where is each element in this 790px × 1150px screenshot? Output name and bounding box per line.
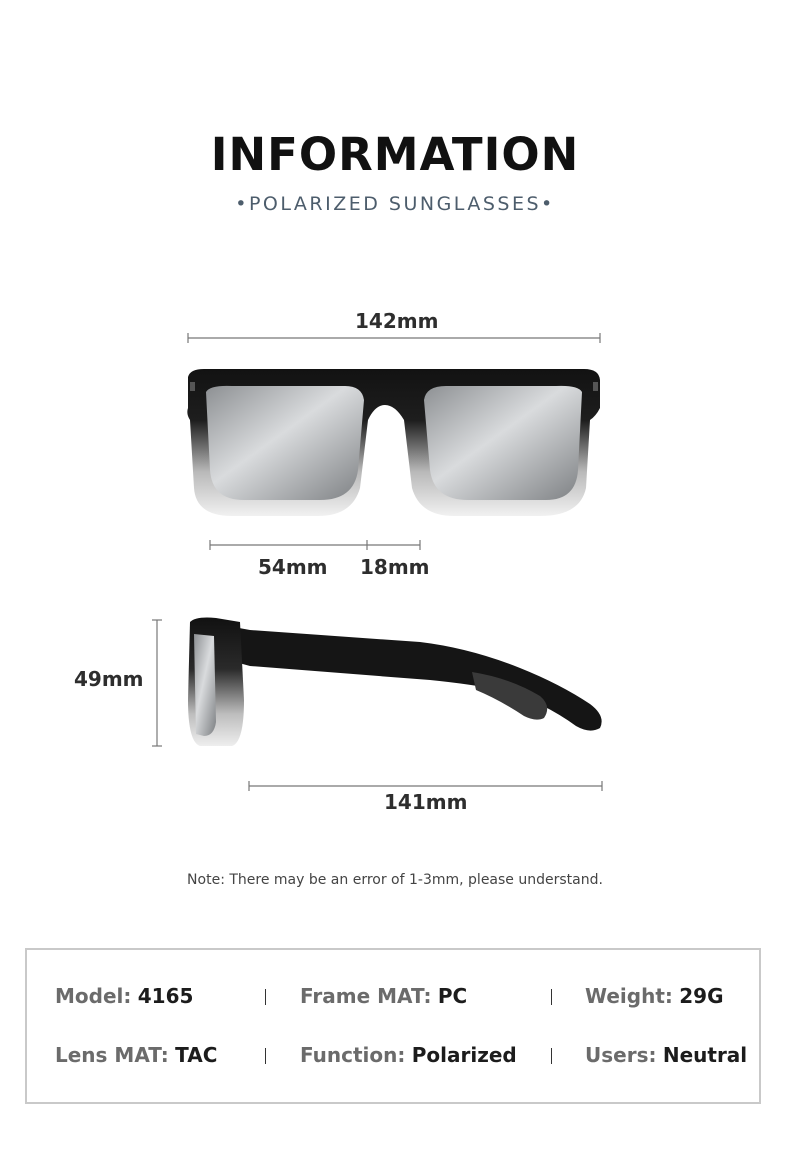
total-width-label: 142mm <box>355 309 439 333</box>
lens-height-dimension-line <box>152 620 162 746</box>
right-lens <box>424 386 582 500</box>
spec-users <box>585 1043 747 1067</box>
spec-model-value: 4165 <box>137 984 194 1008</box>
page-title: INFORMATION <box>210 128 580 181</box>
bridge-width-label: 18mm <box>360 555 430 579</box>
tolerance-note: Note: There may be an error of 1-3mm, please understand. <box>187 872 603 888</box>
spec-weight-value: 29G <box>679 984 724 1008</box>
spec-frame-mat-label: Frame MAT: <box>300 984 432 1008</box>
side-view-sunglasses <box>188 618 602 747</box>
spec-frame-mat <box>300 984 467 1008</box>
spec-divider <box>551 989 552 1005</box>
spec-frame-mat-value: PC <box>437 984 468 1008</box>
temple-length-label: 141mm <box>384 790 468 814</box>
page-subtitle: •POLARIZED SUNGLASSES• <box>235 193 555 215</box>
lens-bridge-dimension-lines <box>210 540 420 550</box>
spec-weight-label: Weight: <box>585 984 673 1008</box>
spec-divider <box>551 1048 552 1064</box>
spec-box <box>25 948 761 1104</box>
spec-model-label: Model: <box>55 984 132 1008</box>
spec-divider <box>265 989 266 1005</box>
spec-users-label: Users: <box>585 1043 657 1067</box>
spec-function <box>300 1043 517 1067</box>
spec-function-label: Function: <box>300 1043 406 1067</box>
spec-function-value: Polarized <box>411 1043 517 1067</box>
left-lens <box>206 386 364 500</box>
lens-width-label: 54mm <box>258 555 328 579</box>
spec-lens-mat <box>55 1043 217 1067</box>
spec-divider <box>265 1048 266 1064</box>
spec-users-value: Neutral <box>662 1043 748 1067</box>
front-view-sunglasses <box>187 369 600 516</box>
lens-height-label: 49mm <box>74 667 144 691</box>
total-width-dimension-line <box>188 333 600 343</box>
spec-lens-mat-value: TAC <box>175 1043 218 1067</box>
spec-lens-mat-label: Lens MAT: <box>55 1043 169 1067</box>
spec-weight <box>585 984 724 1008</box>
spec-model <box>55 984 193 1008</box>
